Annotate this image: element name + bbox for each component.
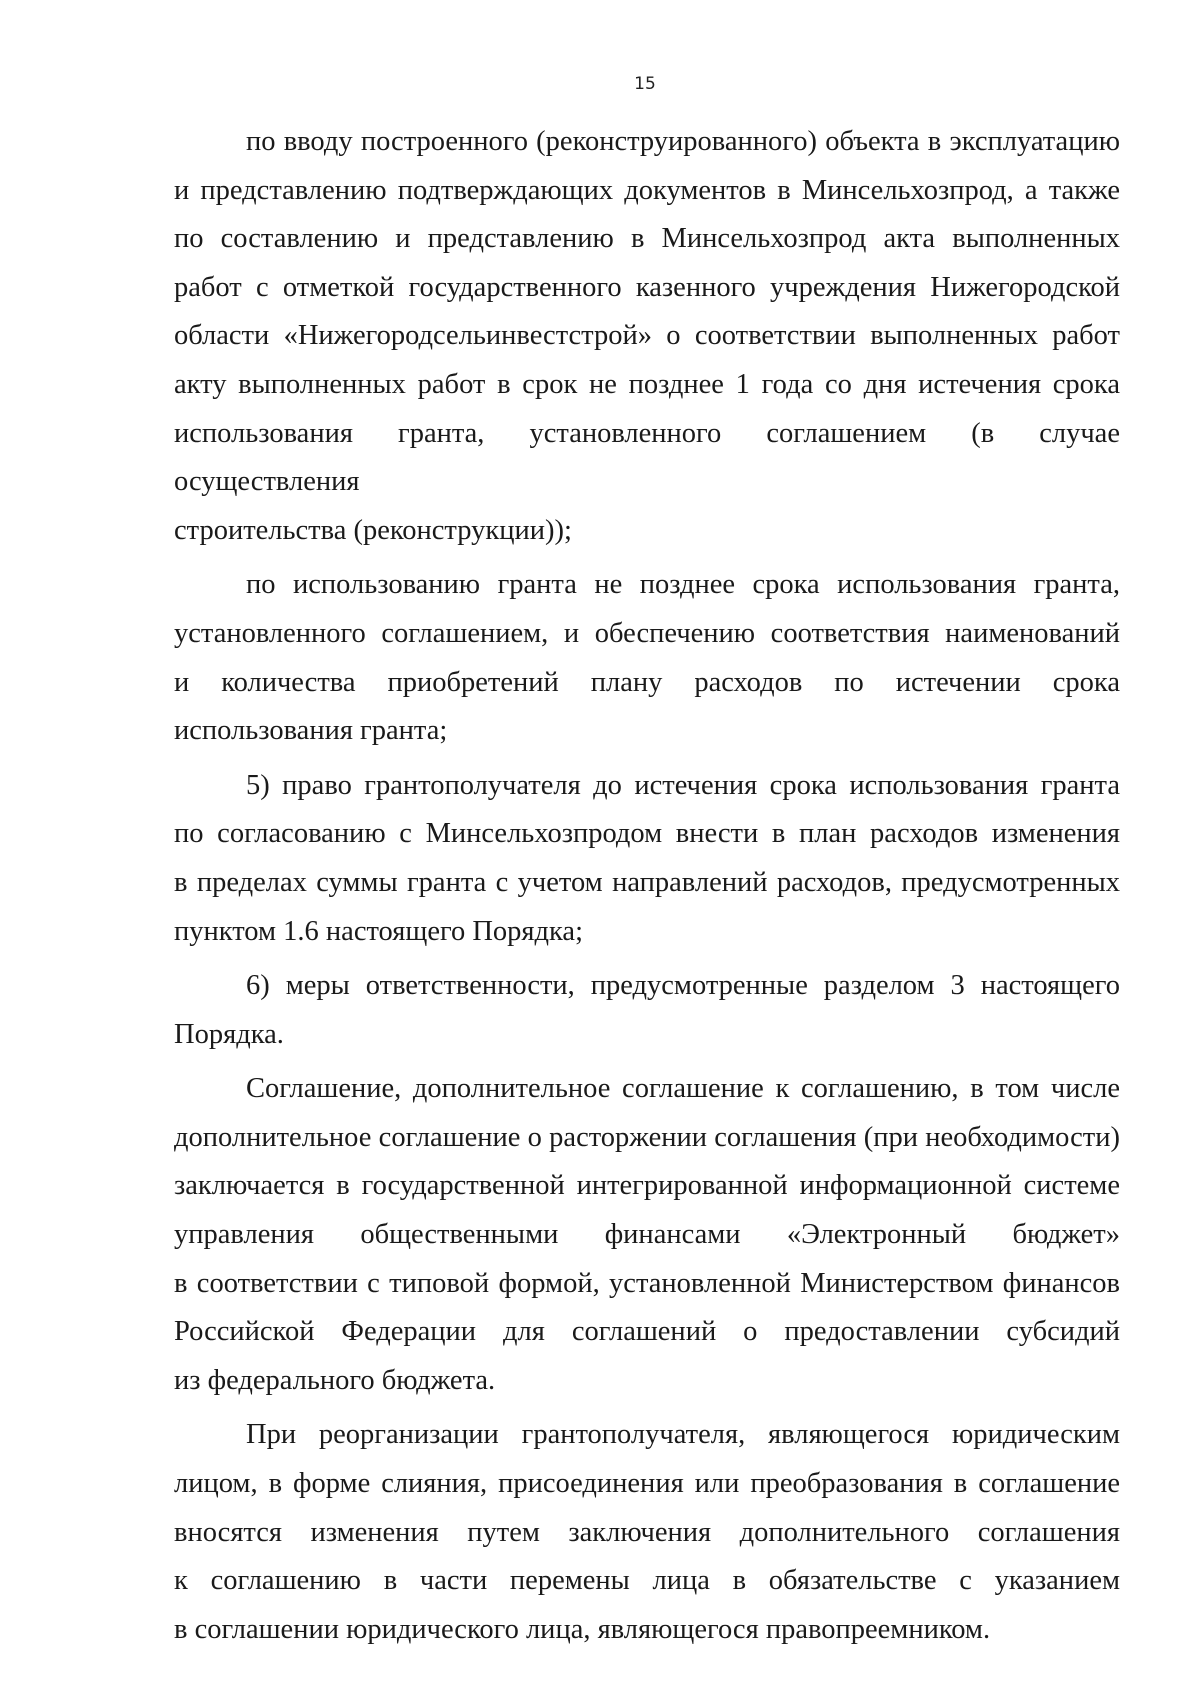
text-line: заключается в государственной интегрированной информационной системе: [174, 1170, 1120, 1202]
text-line: При реорганизации грантополучателя, являющегося юридическим: [246, 1419, 1120, 1451]
text-line: из федерального бюджета.: [174, 1364, 496, 1396]
paragraph-agreement: [174, 1065, 1120, 1405]
text-line: пунктом 1.6 настоящего Порядка;: [174, 915, 583, 947]
text-line: 6) меры ответственности, предусмотренные разделом 3 настоящего: [246, 970, 1120, 1002]
paragraph-item-5: [174, 762, 1120, 956]
text-line: лицом, в форме слияния, присоединения или преобразования в соглашение: [174, 1468, 1120, 1500]
text-line: по вводу построенного (реконструированного) объекта в эксплуатацию: [246, 126, 1120, 157]
text-line: вносятся изменения путем заключения дополнительного соглашения: [174, 1516, 1120, 1548]
text-line: в соответствии с типовой формой, установленной Министерством финансов: [174, 1267, 1120, 1299]
text-line: использования гранта;: [174, 715, 448, 747]
text-line: и представлению подтверждающих документов в Минсельхозпрод, а также: [174, 174, 1120, 206]
text-line: области «Нижегородсельинвестстрой» о соответствии выполненных работ: [174, 320, 1120, 352]
paragraph-grant-usage: [174, 561, 1120, 755]
paragraph-obligations-construction: [174, 118, 1120, 555]
text-line: установленного соглашением, и обеспечению соответствия наименований: [174, 617, 1120, 649]
text-line: работ с отметкой государственного казенного учреждения Нижегородской: [174, 271, 1120, 303]
text-line: дополнительное соглашение о расторжении соглашения (при необходимости): [174, 1121, 1120, 1153]
document-body: [174, 118, 1120, 1654]
text-line: управления общественными финансами «Электронный бюджет»: [174, 1219, 1120, 1251]
paragraph-reorganization: [174, 1411, 1120, 1654]
text-line: Российской Федерации для соглашений о предоставлении субсидий: [174, 1316, 1120, 1348]
paragraph-item-6: [174, 962, 1120, 1059]
text-line: акту выполненных работ в срок не позднее 1 года со дня истечения срока: [174, 368, 1120, 400]
text-line: и количества приобретений плану расходов по истечении срока: [174, 666, 1120, 698]
text-line: к соглашению в части перемены лица в обязательстве с указанием: [174, 1565, 1120, 1597]
text-line: строительства (реконструкции));: [174, 514, 572, 546]
text-line: использования гранта, установленного соглашением (в случае осуществления: [174, 417, 1120, 498]
text-line: 5) право грантополучателя до истечения срока использования гранта: [246, 769, 1120, 801]
text-line: в пределах суммы гранта с учетом направлений расходов, предусмотренных: [174, 866, 1120, 898]
text-line: по составлению и представлению в Минсельхозпрод акта выполненных: [174, 223, 1120, 255]
page-number: 15: [634, 74, 656, 94]
text-line: по использованию гранта не позднее срока использования гранта,: [246, 569, 1120, 601]
text-line: в соглашении юридического лица, являющегося правопреемником.: [174, 1613, 991, 1645]
text-line: Порядка.: [174, 1018, 284, 1050]
text-line: Соглашение, дополнительное соглашение к соглашению, в том числе: [246, 1073, 1120, 1105]
text-line: по согласованию с Минсельхозпродом внести в план расходов изменения: [174, 818, 1120, 850]
